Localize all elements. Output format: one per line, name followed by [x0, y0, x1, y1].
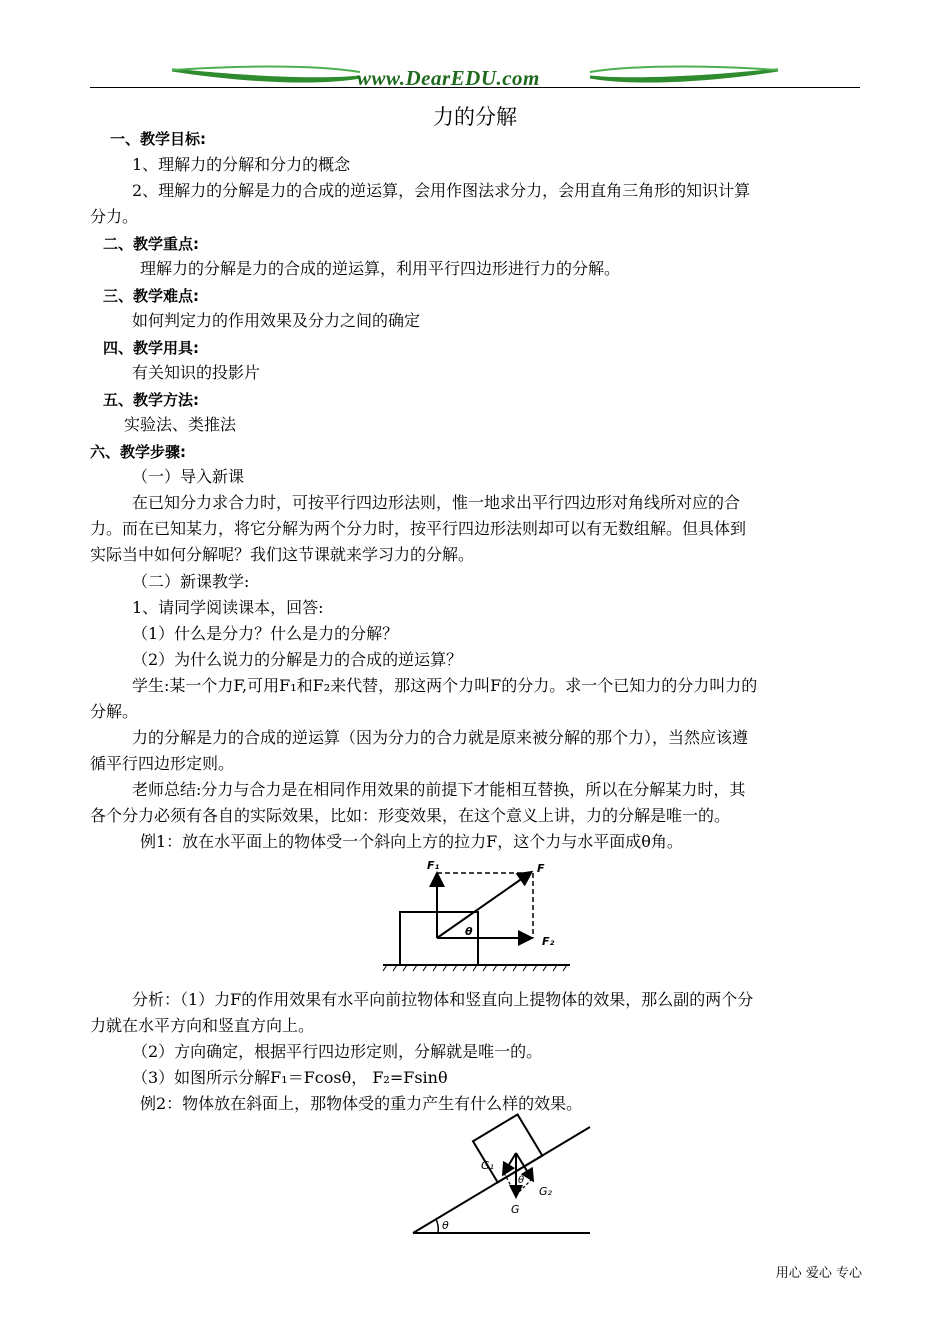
arrow-F [437, 873, 530, 938]
paragraph: 例1：放在水平面上的物体受一个斜向上方的拉力F，这个力与水平面成θ角。 [140, 832, 683, 851]
paragraph: 分解。 [90, 702, 139, 721]
block-on-incline [473, 1114, 542, 1182]
figure-incline [408, 1113, 593, 1238]
figure-force-decomposition [375, 855, 575, 973]
paragraph: 实际当中如何分解呢？我们这节课就来学习力的分解。 [90, 545, 475, 564]
label-F1: F₁ [427, 859, 440, 872]
paragraph: （二）新课教学: [132, 572, 250, 591]
paragraph: （2）为什么说力的分解是力的合成的逆运算？ [132, 650, 463, 669]
paragraph: 学生:某一个力F,可用F₁和F₂来代替，那这两个力叫F的分力。求一个已知力的分力叫力的 [132, 676, 758, 695]
footer-text: 用心 爱心 专心 [775, 1266, 862, 1281]
section-heading: 四、教学用具: [103, 339, 199, 357]
paragraph: 实验法、类推法 [124, 415, 237, 434]
paragraph: （一）导入新课 [132, 467, 245, 486]
incline-angle-arc [436, 1219, 438, 1233]
section-heading: 五、教学方法: [103, 391, 199, 409]
paragraph: 例2：物体放在斜面上，那物体受的重力产生有什么样的效果。 [140, 1094, 583, 1113]
arrow-G1 [504, 1153, 516, 1173]
label-theta-incline: θ [442, 1219, 449, 1232]
label-theta-inner: θ [518, 1175, 525, 1186]
label-G2: G₂ [539, 1185, 552, 1198]
label-G: G [511, 1203, 520, 1216]
section-heading: 二、教学重点: [103, 235, 199, 253]
paragraph: 理解力的分解是力的合成的逆运算，利用平行四边形进行力的分解。 [140, 259, 621, 278]
paragraph: 分力。 [90, 207, 139, 226]
paragraph: 1、请同学阅读课本，回答: [132, 598, 324, 617]
section-heading: 一、教学目标: [110, 130, 206, 148]
paragraph: （1）什么是分力？什么是力的分解？ [132, 624, 399, 643]
paragraph: 力的分解是力的合成的逆运算（因为分力的合力就是原来被分解的那个力），当然应该遵 [132, 728, 749, 747]
label-theta: θ [465, 925, 473, 938]
paragraph: 循平行四边形定则。 [90, 754, 235, 773]
paragraph: （3）如图所示分解F₁＝Fcosθ， F₂=Fsinθ [132, 1068, 448, 1087]
paragraph: 2、理解力的分解是力的合成的逆运算，会用作图法求分力，会用直角三角形的知识计算 [132, 181, 751, 200]
header-rule [90, 87, 860, 88]
paragraph: 老师总结:分力与合力是在相同作用效果的前提下才能相互替换，所以在分解某力时，其 [132, 780, 746, 799]
paragraph: 1、理解力的分解和分力的概念 [132, 155, 351, 174]
paragraph: 有关知识的投影片 [132, 363, 261, 382]
paragraph: 在已知分力求合力时，可按平行四边形法则，惟一地求出平行四边形对角线所对应的合 [132, 493, 741, 512]
paragraph: 分析：（1）力F的作用效果有水平向前拉物体和竖直向上提物体的效果，那么副的两个分 [132, 990, 754, 1009]
paragraph: （2）方向确定，根据平行四边形定则，分解就是唯一的。 [132, 1042, 543, 1061]
section-heading: 三、教学难点: [103, 287, 199, 305]
paragraph: 力。而在已知某力，将它分解为两个分力时，按平行四边形法则却可以有无数组解。但具体到 [90, 519, 747, 538]
paragraph: 如何判定力的作用效果及分力之间的确定 [132, 311, 421, 330]
page-title: 力的分解 [433, 105, 517, 129]
paragraph: 力就在水平方向和竖直方向上。 [90, 1016, 315, 1035]
label-G1: G₁ [481, 1159, 494, 1172]
section-heading: 六、教学步骤: [90, 443, 186, 461]
label-F: F [537, 862, 545, 875]
label-F2: F₂ [542, 935, 555, 948]
logo-text: www.DearEDU.com [357, 66, 540, 90]
paragraph: 各个分力必须有各自的实际效果，比如：形变效果，在这个意义上讲，力的分解是唯一的。 [90, 806, 731, 825]
